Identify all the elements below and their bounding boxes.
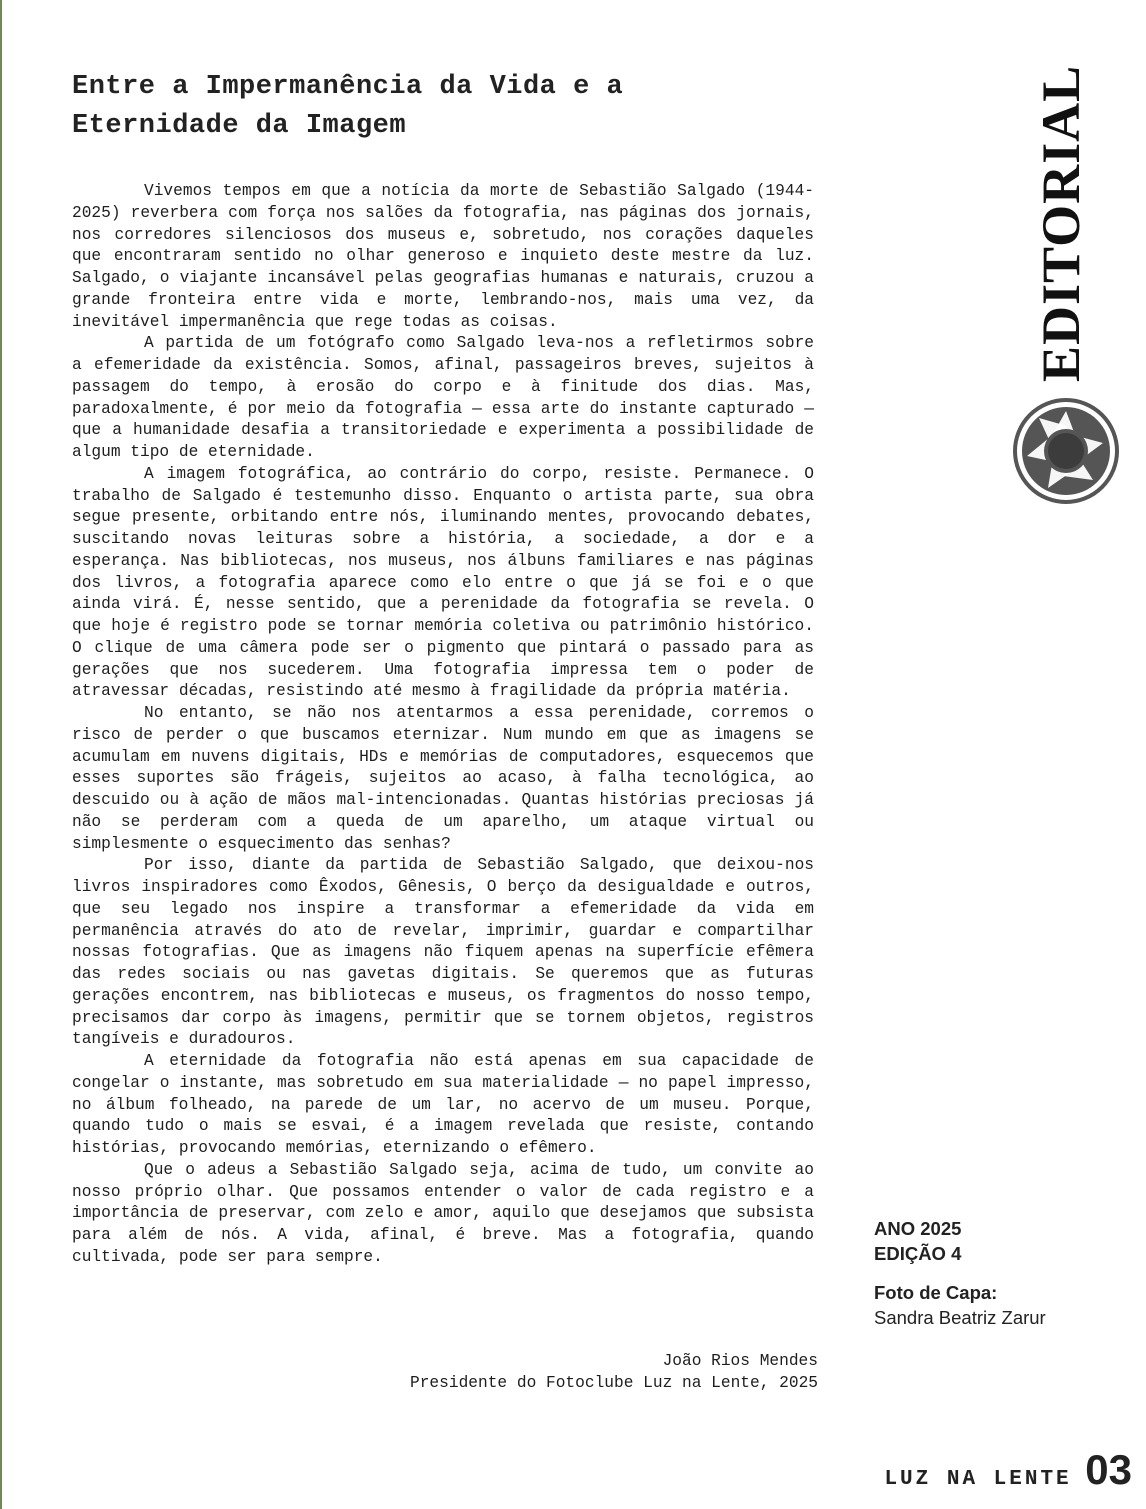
page-footer xyxy=(884,1446,1132,1494)
camera-aperture-icon xyxy=(1013,398,1119,504)
body-paragraph-7: Que o adeus a Sebastião Salgado seja, acima de tudo, um convite ao nosso próprio olhar. Que possamos entender o valor de cada registro e a importância de preservar, com zelo e amor, aquilo que desejamos que subsista para além de nós. A vida, afinal, é breve. Mas a fotografia, quando cultivada, pode ser para sempre. xyxy=(72,1160,814,1266)
cover-photo-label: Foto de Capa: xyxy=(874,1282,998,1303)
left-accent-rule xyxy=(0,0,2,1509)
body-paragraph-5: Por isso, diante da partida de Sebastião Salgado, que deixou-nos livros inspiradores como Êxodos, Gênesis, O berço da desigualdade e outros, que seu legado nos inspire a transformar a efemeridade da vida em permanência através do ato de revelar, imprimir, guardar e compartilhar nossas fotografias. Que as imagens não fiquem apenas na superfície efêmera das redes sociais ou nas gavetas digitais. Se queremos que as futuras gerações encontrem, nas bibliotecas e museus, os fragmentos do nosso tempo, precisamos dar corpo às imagens, permitir que se tornem objetos, registros tangíveis e duradouros. xyxy=(72,856,814,1049)
page-number: 03 xyxy=(1085,1446,1132,1493)
article-title-line-1: Entre a Impermanência da Vida e a xyxy=(72,72,624,102)
cover-photo-author: Sandra Beatriz Zarur xyxy=(874,1307,1046,1328)
article-title xyxy=(72,68,772,146)
magazine-name: LUZ NA LENTE xyxy=(884,1468,1072,1491)
author-name: João Rios Mendes xyxy=(662,1352,818,1370)
author-role: Presidente do Fotoclube Luz na Lente, 2025 xyxy=(410,1374,818,1392)
edition-number: EDIÇÃO 4 xyxy=(874,1243,962,1264)
author-signature xyxy=(410,1350,818,1394)
edition-info xyxy=(874,1216,1046,1330)
body-paragraph-4: No entanto, se não nos atentarmos a essa perenidade, corremos o risco de perder o que buscamos eternizar. Num mundo em que as imagens se acumulam em nuvens digitais, HDs e memórias de computadores, esquecemos que esses suportes são frágeis, sujeitos ao acaso, à falha tecnológica, ao descuido ou à ação de mãos mal-intencionadas. Quantas histórias preciosas já não se perderam com a queda de um aparelho, um ataque virtual ou simplesmente o esquecimento das senhas? xyxy=(72,704,814,853)
body-paragraph-6: A eternidade da fotografia não está apenas em sua capacidade de congelar o instante, mas sobretudo em sua materialidade — no papel impresso, no álbum folheado, na parede de um lar, no acervo de um museu. Porque, quando tudo o mais se esvai, é a imagem revelada que resiste, contando histórias, provocando memórias, eternizando o efêmero. xyxy=(72,1052,814,1157)
body-paragraph-2: A partida de um fotógrafo como Salgado leva-nos a refletirmos sobre a efemeridade da existência. Somos, afinal, passageiros breves, sujeitos à passagem do tempo, à erosão do corpo e à finitude dos dias. Mas, paradoxalmente, é por meio da fotografia — essa arte do instante capturado — que a humanidade desafia a transitoriedade e experimenta a possibilidade de algum tipo de eternidade. xyxy=(72,334,814,461)
body-paragraph-1: Vivemos tempos em que a notícia da morte de Sebastião Salgado (1944-2025) reverbera com força nos salões da fotografia, nas páginas dos jornais, nos corredores silenciosos dos museus e, sobretudo, nos corações daqueles que encontraram sentido no olhar generoso e inquieto deste mestre da luz. Salgado, o viajante incansável pelas geografias humanas e naturais, cruzou a grande fronteira entre vida e morte, lembrando-nos, mais uma vez, da inevitável impermanência que rege todas as coisas. xyxy=(72,182,814,331)
article-body xyxy=(72,181,814,1269)
section-label-editorial: EDITORIAL xyxy=(1031,64,1091,382)
article-title-line-2: Eternidade da Imagem xyxy=(72,111,407,141)
body-paragraph-3: A imagem fotográfica, ao contrário do corpo, resiste. Permanece. O trabalho de Salgado é testemunho disso. Enquanto o artista parte, sua obra segue presente, orbitando entre nós, iluminando mentes, provocando debates, suscitando novas leituras sobre a história, a sociedade, a dor e a esperança. Nas bibliotecas, nos museus, nos álbuns familiares e nas páginas dos livros, a fotografia aparece como elo entre o que já se foi e o que ainda virá. É, nesse sentido, que a perenidade da fotografia se revela. O que hoje é registro pode se tornar memória coletiva ou patrimônio histórico. O clique de uma câmera pode ser o pigmento que pintará o passado para as gerações que nos sucederem. Uma fotografia impressa tem o poder de atravessar décadas, resistindo até mesmo à fragilidade da própria matéria. xyxy=(72,464,814,701)
edition-year: ANO 2025 xyxy=(874,1218,962,1239)
